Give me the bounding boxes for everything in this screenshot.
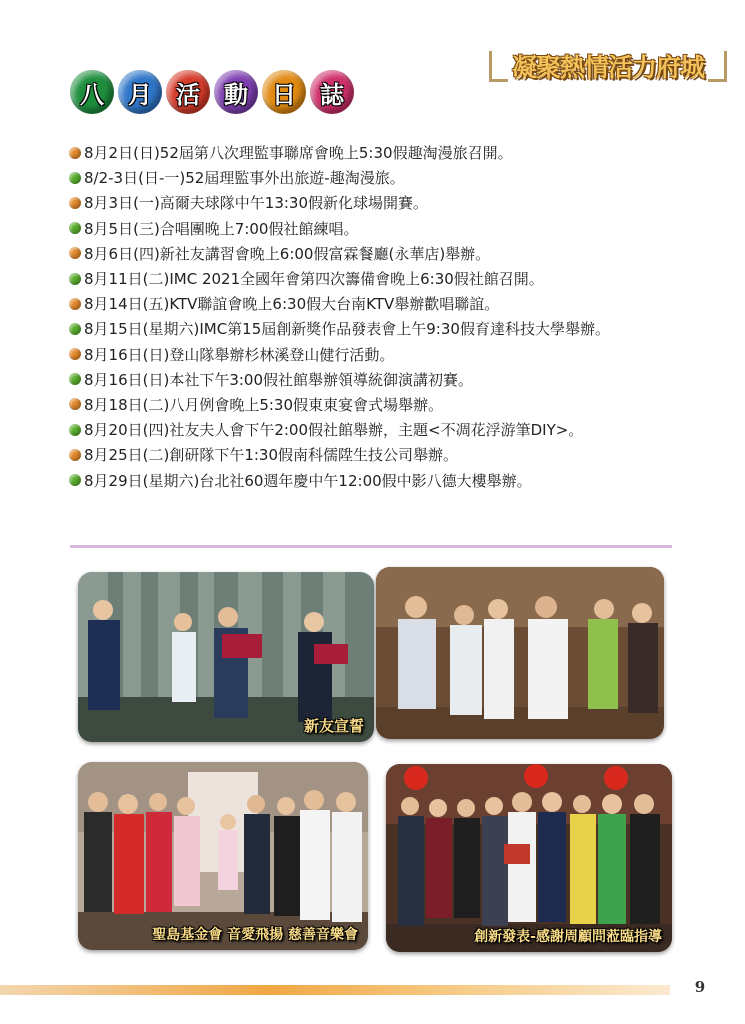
event-text: 8月11日(二)IMC 2021全國年會第四次籌備會晚上6:30假社館召開。 [84, 270, 544, 289]
event-text: 8月29日(星期六)台北社60週年慶中午12:00假中影八德大樓舉辦。 [84, 471, 532, 490]
photo-charity-concert [78, 762, 368, 950]
bullet-dot-icon [69, 474, 81, 486]
photo-greeting [376, 567, 664, 739]
bullet-dot-icon [69, 449, 81, 461]
event-item [69, 241, 709, 266]
event-text: 8月16日(日)本社下午3:00假社館舉辦領導統御演講初賽。 [84, 370, 474, 389]
photo-innovation-presentation [386, 764, 672, 952]
bullet-dot-icon [69, 398, 81, 410]
title-char-1: 八 [70, 70, 114, 114]
event-text: 8月16日(日)登山隊舉辦杉林溪登山健行活動。 [84, 345, 395, 364]
event-item [69, 291, 709, 316]
event-text: 8月3日(一)高爾夫球隊中午13:30假新化球場開賽。 [84, 194, 429, 213]
event-text: 8月25日(二)創研隊下午1:30假南科儒陞生技公司舉辦。 [84, 446, 459, 465]
bullet-dot-icon [69, 323, 81, 335]
title-char-4: 動 [214, 70, 258, 114]
bullet-dot-icon [69, 197, 81, 209]
bullet-dot-icon [69, 424, 81, 436]
event-text: 8月14日(五)KTV聯誼會晚上6:30假大台南KTV舉辦歡唱聯誼。 [84, 295, 500, 314]
event-item [69, 417, 709, 442]
event-text: 8/2-3日(日-一)52屆理監事外出旅遊-趣淘漫旅。 [84, 169, 405, 188]
bullet-dot-icon [69, 298, 81, 310]
bullet-dot-icon [69, 373, 81, 385]
event-text: 8月2日(日)52屆第八次理監事聯席會晚上5:30假趣淘漫旅召開。 [84, 144, 513, 163]
event-item [69, 165, 709, 190]
bullet-dot-icon [69, 247, 81, 259]
photo-caption: 創新發表-感謝周顧問蒞臨指導 [474, 929, 662, 945]
bracket-right-icon [708, 51, 727, 82]
brand-text: 凝聚熱情活力府城 [511, 53, 704, 82]
event-text: 8月20日(四)社友夫人會下午2:00假社館舉辦，主題<不凋花浮游筆DIY>。 [84, 421, 584, 440]
title-char-6: 誌 [310, 70, 354, 114]
section-divider [70, 545, 672, 548]
title-char-3: 活 [166, 70, 210, 114]
event-text: 8月6日(四)新社友講習會晚上6:00假富霖餐廳(永華店)舉辦。 [84, 244, 491, 263]
photo-caption: 聖島基金會 音愛飛揚 慈善音樂會 [152, 927, 358, 943]
footer-bar [0, 985, 670, 995]
event-item [69, 467, 709, 492]
page-number: 9 [694, 978, 706, 996]
event-item [69, 190, 709, 215]
event-text: 8月15日(星期六)IMC第15屆創新獎作品發表會上午9:30假育達科技大學舉辦。 [84, 320, 610, 339]
event-item [69, 442, 709, 467]
event-item [69, 392, 709, 417]
event-item [69, 342, 709, 367]
photo-caption: 新友宣誓 [303, 717, 364, 735]
bullet-dot-icon [69, 222, 81, 234]
bracket-left-icon [489, 51, 508, 82]
bullet-dot-icon [69, 348, 81, 360]
event-item [69, 140, 709, 165]
event-item [69, 316, 709, 341]
event-text: 8月18日(二)八月例會晚上5:30假東東宴會式場舉辦。 [84, 395, 444, 414]
bullet-dot-icon [69, 172, 81, 184]
event-list [69, 140, 709, 493]
event-text: 8月5日(三)合唱團晚上7:00假社館練唱。 [84, 219, 359, 238]
title-char-5: 日 [262, 70, 306, 114]
event-item [69, 367, 709, 392]
page-title [70, 70, 354, 114]
event-item [69, 216, 709, 241]
event-item [69, 266, 709, 291]
title-char-2: 月 [118, 70, 162, 114]
brand-logo [489, 44, 727, 88]
photo-new-member-oath [78, 572, 374, 742]
bullet-dot-icon [69, 147, 81, 159]
bullet-dot-icon [69, 273, 81, 285]
